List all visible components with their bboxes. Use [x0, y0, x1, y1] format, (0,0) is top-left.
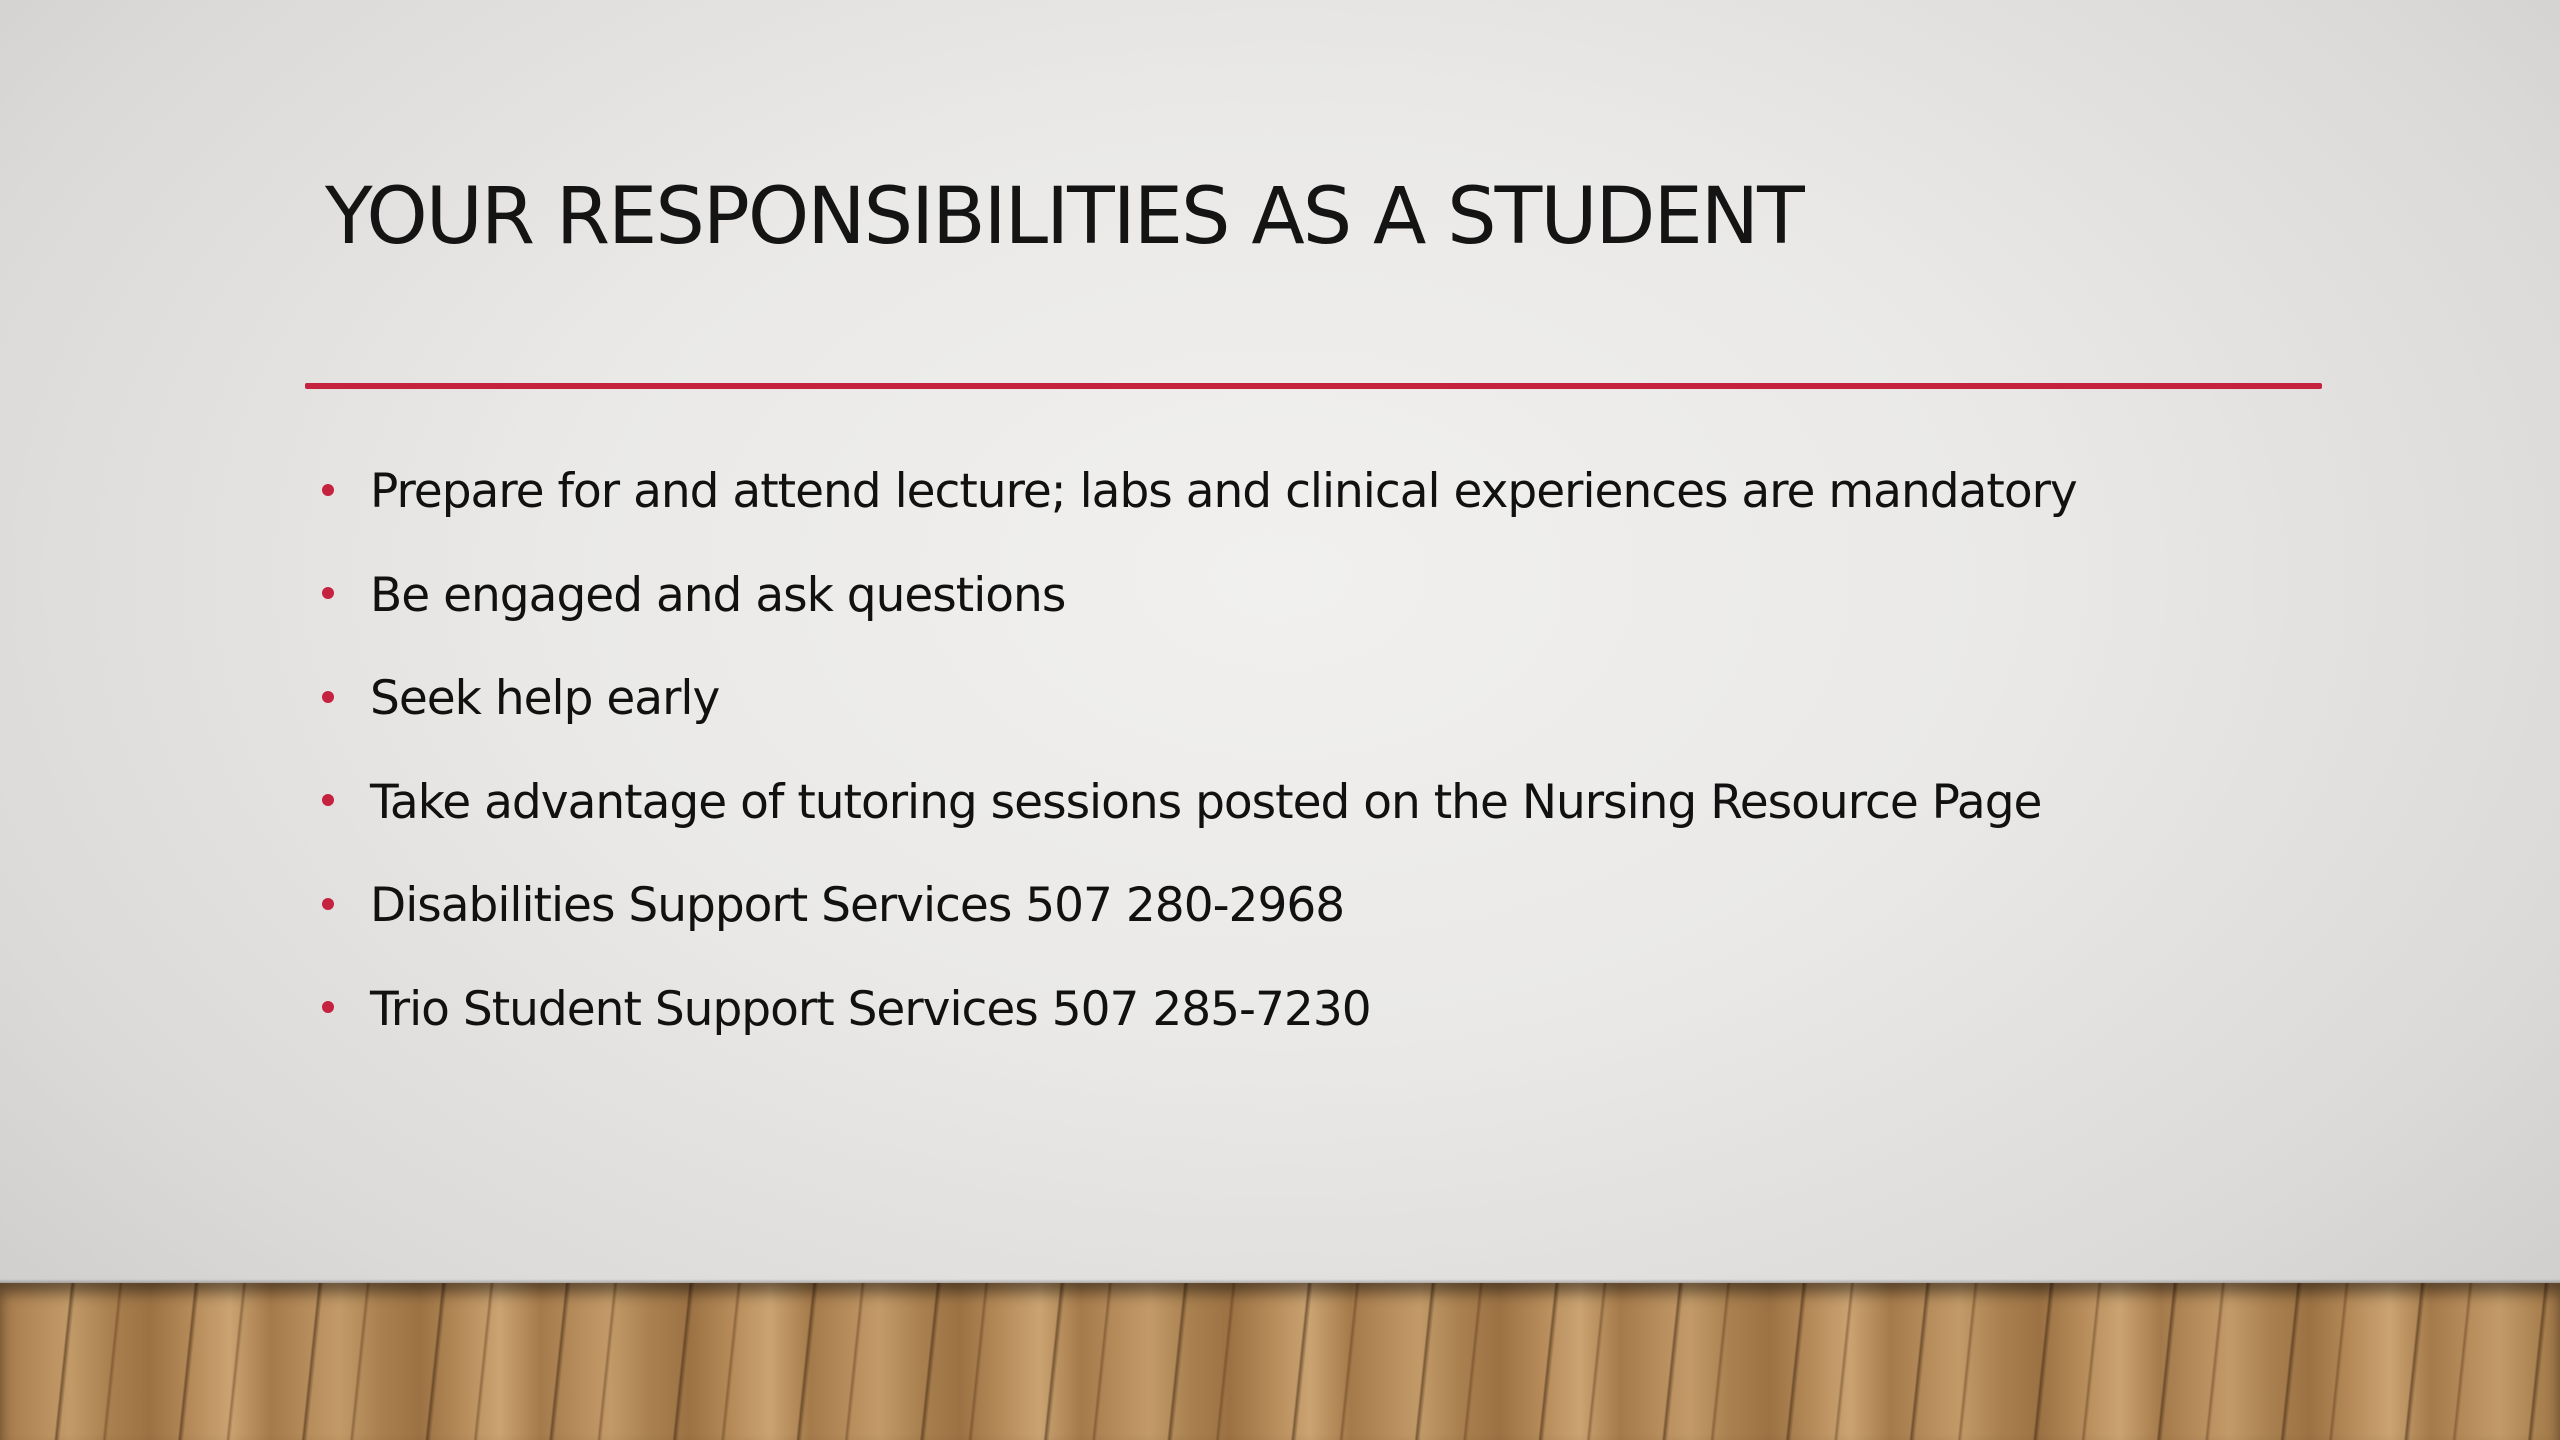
- bullet-item: [322, 958, 2077, 1062]
- bullet-item: [322, 544, 2077, 648]
- bullet-dot-icon: [322, 898, 334, 910]
- bullet-item: [322, 440, 2077, 544]
- bullet-text: Prepare for and attend lecture; labs and clinical experiences are mandatory: [370, 464, 2077, 520]
- bullet-text: Disabilities Support Services 507 280-2968: [370, 878, 1345, 934]
- title-divider: [305, 383, 2322, 389]
- bullet-dot-icon: [322, 1001, 334, 1013]
- wooden-floor-background: [0, 1283, 2560, 1440]
- bullet-text: Be engaged and ask questions: [370, 567, 1066, 623]
- bullet-text: Trio Student Support Services 507 285-7230: [370, 981, 1371, 1037]
- bullet-dot-icon: [322, 794, 334, 806]
- slide-title: YOUR RESPONSIBILITIES AS A STUDENT: [325, 172, 1803, 262]
- bullet-list: [322, 440, 2077, 1061]
- bullet-item: [322, 751, 2077, 855]
- bullet-text: Take advantage of tutoring sessions posted on the Nursing Resource Page: [370, 774, 2042, 830]
- bullet-dot-icon: [322, 691, 334, 703]
- bullet-text: Seek help early: [370, 671, 720, 727]
- bullet-item: [322, 647, 2077, 751]
- bullet-dot-icon: [322, 587, 334, 599]
- bullet-item: [322, 854, 2077, 958]
- bullet-dot-icon: [322, 484, 334, 496]
